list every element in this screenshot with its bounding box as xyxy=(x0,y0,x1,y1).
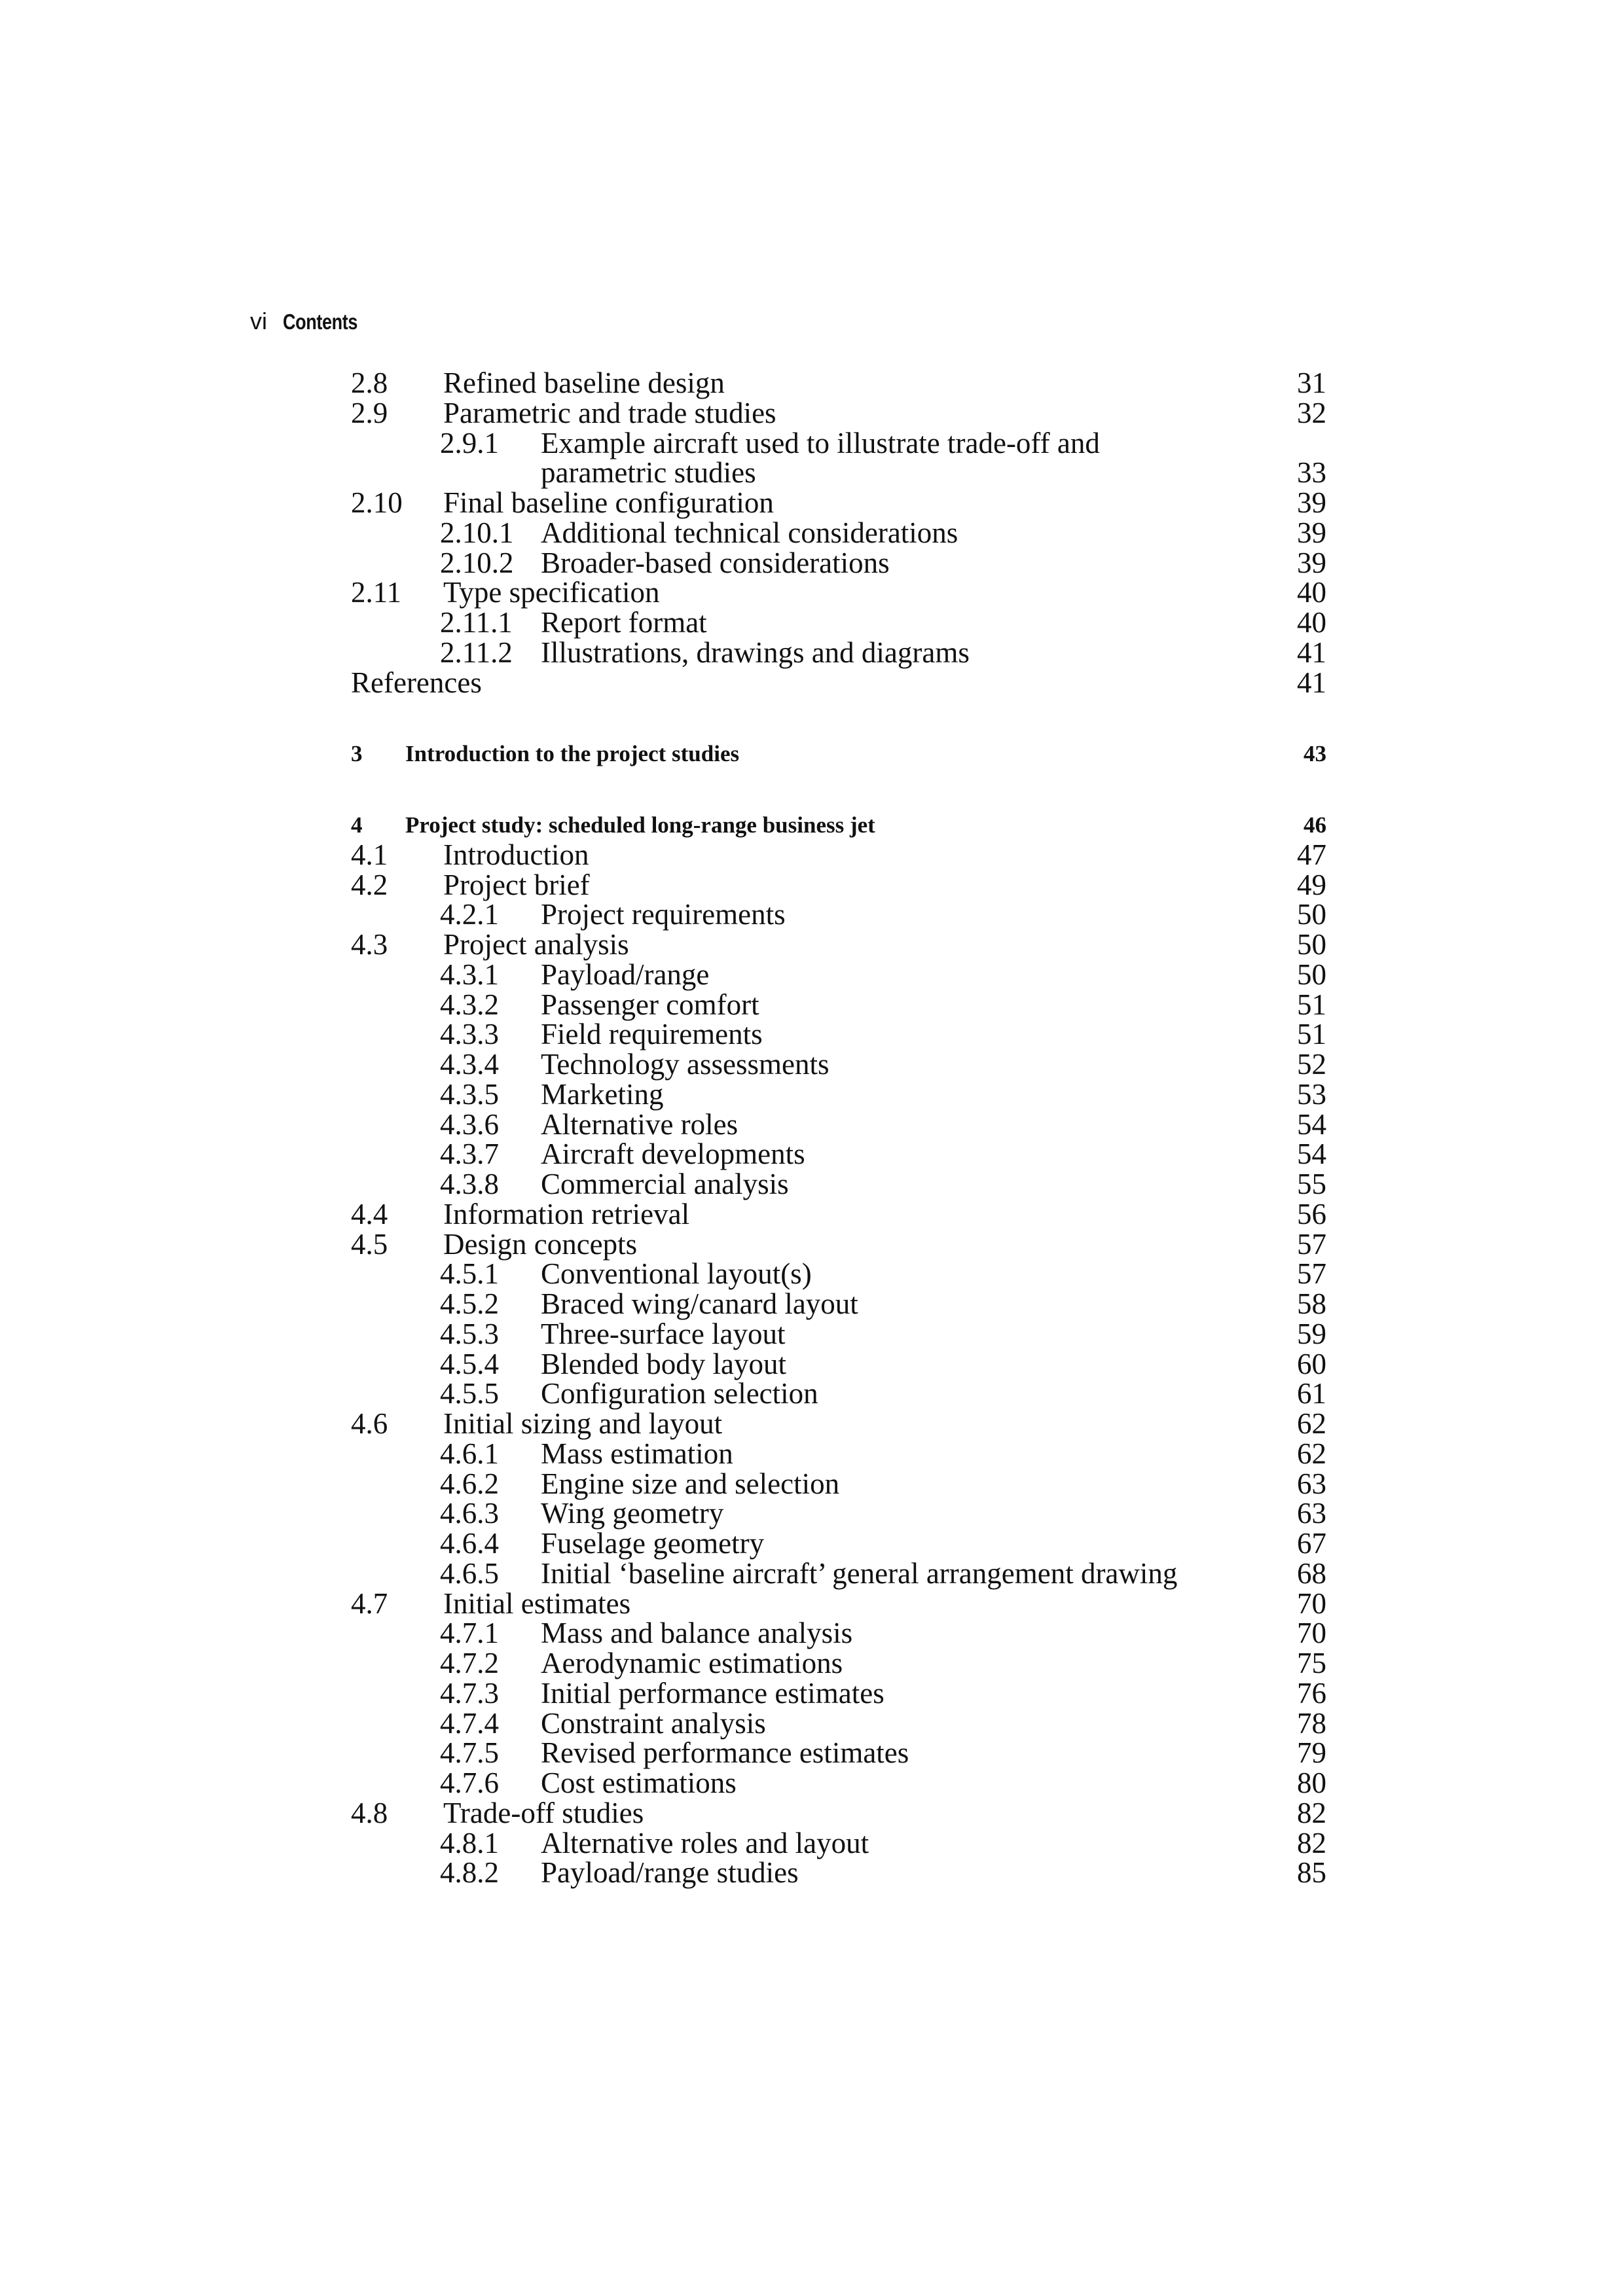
toc-entry-page: 67 xyxy=(1297,1527,1326,1560)
toc-entry[interactable] xyxy=(0,1227,1623,1261)
toc-entry[interactable] xyxy=(0,1858,1623,1888)
toc-entry-page: 41 xyxy=(1297,636,1326,669)
toc-entry-num: 2.11 xyxy=(351,576,402,609)
toc-entry[interactable] xyxy=(0,1379,1623,1409)
toc-entry-title: Parametric and trade studies xyxy=(443,396,776,429)
toc-entry[interactable] xyxy=(0,930,1623,960)
toc-entry[interactable] xyxy=(0,488,1623,518)
toc-entry[interactable] xyxy=(0,1469,1623,1499)
toc-entry-page: 58 xyxy=(1297,1287,1326,1320)
toc-entry-title: Technology assessments xyxy=(541,1048,830,1081)
toc-entry-num: 2.9.1 xyxy=(440,426,499,459)
toc-entry[interactable] xyxy=(0,900,1623,930)
toc-entry-page: 63 xyxy=(1297,1497,1326,1530)
toc-entry-title: Initial performance estimates xyxy=(541,1676,884,1710)
toc-entry-page: 40 xyxy=(1297,576,1326,609)
toc-entry[interactable] xyxy=(0,1589,1623,1619)
toc-entry-num: 2.11.2 xyxy=(440,636,513,669)
toc-entry[interactable] xyxy=(0,1409,1623,1439)
toc-entry-num: 4 xyxy=(351,812,363,838)
toc-entry-title: Mass and balance analysis xyxy=(541,1617,853,1650)
toc-entry-page: 54 xyxy=(1297,1138,1326,1171)
toc-entry-num: 4.6.1 xyxy=(440,1437,499,1470)
toc-entry-page: 56 xyxy=(1297,1197,1326,1230)
toc-entry-title: Braced wing/canard layout xyxy=(541,1287,858,1320)
toc-entry-num: 4.6 xyxy=(351,1407,388,1440)
toc-entry-page: 61 xyxy=(1297,1377,1326,1410)
toc-entry-page: 70 xyxy=(1297,1587,1326,1620)
toc-entry-num: 4.2.1 xyxy=(440,898,499,931)
toc-entry-title: Type specification xyxy=(443,576,660,609)
toc-entry-title: Aircraft developments xyxy=(541,1138,805,1171)
toc-entry-num: 4.3.7 xyxy=(440,1138,499,1171)
toc-entry-num: 4.6.3 xyxy=(440,1497,499,1530)
toc-entry-title: Constraint analysis xyxy=(541,1706,766,1740)
toc-entry[interactable] xyxy=(0,1556,1623,1590)
toc-entry-num: 2.8 xyxy=(351,367,388,399)
toc-entry-title: Alternative roles xyxy=(541,1107,739,1141)
toc-entry[interactable] xyxy=(0,1529,1623,1559)
running-head-title: Contents xyxy=(283,310,357,334)
toc-entry-page: 78 xyxy=(1297,1706,1326,1740)
toc-entry-num: 4.6.5 xyxy=(440,1556,499,1590)
toc-entry[interactable] xyxy=(0,1347,1623,1380)
toc-entry[interactable] xyxy=(0,518,1623,548)
toc-entry-page: 57 xyxy=(1297,1257,1326,1291)
toc-entry-num: 4.8.1 xyxy=(440,1826,499,1859)
toc-entry-title: References xyxy=(351,666,482,699)
toc-entry-num: 4.1 xyxy=(351,838,388,871)
toc-entry[interactable] xyxy=(0,1197,1623,1230)
toc-entry[interactable] xyxy=(0,1649,1623,1679)
toc-entry-title: Illustrations, drawings and diagrams xyxy=(541,636,970,669)
toc-entry-page: 51 xyxy=(1297,988,1326,1021)
toc-entry[interactable] xyxy=(0,1077,1623,1111)
toc-entry-title: Passenger comfort xyxy=(541,988,759,1021)
toc-entry-num: 4.3.1 xyxy=(440,958,499,991)
toc-entry-num: 4.7.3 xyxy=(440,1676,499,1710)
toc-entry-title: Report format xyxy=(541,606,707,639)
toc-entry[interactable] xyxy=(0,840,1623,870)
toc-entry-title: Mass estimation xyxy=(541,1437,733,1470)
toc-entry-title: Introduction xyxy=(443,838,589,871)
toc-entry-title: Engine size and selection xyxy=(541,1467,840,1500)
toc-chapter-entry[interactable] xyxy=(0,739,1623,769)
toc-entry-num: 4.7.2 xyxy=(440,1647,499,1679)
toc-entry-title: Three-surface layout xyxy=(541,1317,786,1350)
toc-entry-title: Introduction to the project studies xyxy=(405,741,740,767)
toc-entry[interactable] xyxy=(0,870,1623,901)
toc-entry-title: Alternative roles and layout xyxy=(541,1826,869,1859)
toc-entry-num: 4.8.2 xyxy=(440,1856,499,1890)
toc-entry-num: 2.10 xyxy=(351,486,403,519)
toc-entry-num: 4.3.4 xyxy=(440,1048,499,1081)
toc-entry-title: Additional technical considerations xyxy=(541,516,958,549)
toc-entry[interactable] xyxy=(0,1439,1623,1469)
toc-entry-page: 39 xyxy=(1297,486,1326,519)
toc-entry-title: Configuration selection xyxy=(541,1377,818,1410)
toc-entry-page: 43 xyxy=(1304,741,1326,767)
toc-entry-page: 53 xyxy=(1297,1077,1326,1111)
toc-entry-page: 46 xyxy=(1304,812,1326,838)
toc-entry-num: 3 xyxy=(351,741,363,767)
toc-entry[interactable] xyxy=(0,396,1623,429)
toc-entry-page: 60 xyxy=(1297,1347,1326,1380)
toc-entry-num: 2.10.1 xyxy=(440,516,514,549)
toc-entry[interactable] xyxy=(0,426,1623,459)
toc-entry[interactable] xyxy=(0,1170,1623,1200)
toc-entry[interactable] xyxy=(0,1619,1623,1649)
toc-entry[interactable] xyxy=(0,1826,1623,1859)
toc-entry-page: 49 xyxy=(1297,868,1326,901)
toc-entry[interactable] xyxy=(0,578,1623,608)
toc-entry-title: Final baseline configuration xyxy=(443,486,774,519)
toc-entry-num: 4.7.1 xyxy=(440,1617,499,1650)
toc-entry-title: Marketing xyxy=(541,1077,664,1111)
toc-entry-num: 4.3.5 xyxy=(440,1077,499,1111)
toc-entry-title: Refined baseline design xyxy=(443,367,725,399)
toc-entry[interactable] xyxy=(0,548,1623,579)
toc-entry-title: Design concepts xyxy=(443,1227,638,1261)
toc-entry-title: Aerodynamic estimations xyxy=(541,1647,843,1679)
toc-entry-page: 32 xyxy=(1297,396,1326,429)
toc-entry-page: 40 xyxy=(1297,606,1326,639)
toc-entry-page: 57 xyxy=(1297,1227,1326,1261)
toc-entry-page: 68 xyxy=(1297,1556,1326,1590)
toc-entry-title: Payload/range xyxy=(541,958,710,991)
toc-entry-page: 76 xyxy=(1297,1676,1326,1710)
toc-entry-title: Commercial analysis xyxy=(541,1168,789,1200)
toc-entry-title: Trade-off studies xyxy=(443,1796,644,1829)
toc-entry[interactable] xyxy=(0,668,1623,698)
toc-entry-num: 4.3.3 xyxy=(440,1018,499,1051)
toc-entry-page: 31 xyxy=(1297,367,1326,399)
toc-entry[interactable] xyxy=(0,1107,1623,1141)
toc-entry-page: 79 xyxy=(1297,1736,1326,1770)
toc-entry-page: 62 xyxy=(1297,1407,1326,1440)
toc-entry-page: 47 xyxy=(1297,838,1326,871)
toc-entry-title: parametric studies xyxy=(541,456,756,490)
page-folio: vi xyxy=(250,308,267,334)
toc-entry-num: 4.3.2 xyxy=(440,988,499,1021)
toc-entry-page: 39 xyxy=(1297,516,1326,549)
toc-entry-title: Example aircraft used to illustrate trade-off and xyxy=(541,426,1100,459)
toc-entry-title: Information retrieval xyxy=(443,1197,690,1230)
toc-entry-num: 4.8 xyxy=(351,1796,388,1829)
toc-entry-page: 75 xyxy=(1297,1647,1326,1679)
toc-entry-page: 70 xyxy=(1297,1617,1326,1650)
toc-entry[interactable] xyxy=(0,1020,1623,1050)
toc-entry-num: 4.3.6 xyxy=(440,1107,499,1141)
toc-entry-page: 80 xyxy=(1297,1767,1326,1799)
toc-entry-num: 4.7.5 xyxy=(440,1736,499,1770)
toc-gap xyxy=(0,769,1623,810)
toc-entry-title: Blended body layout xyxy=(541,1347,786,1380)
running-head xyxy=(250,308,374,335)
toc-entry[interactable] xyxy=(0,960,1623,990)
toc-entry-page: 41 xyxy=(1297,666,1326,699)
toc-entry-page: 82 xyxy=(1297,1796,1326,1829)
toc-entry-title: Wing geometry xyxy=(541,1497,724,1530)
toc-entry-title: Initial ‘baseline aircraft’ general arrangement drawing xyxy=(541,1556,1178,1590)
toc-entry[interactable] xyxy=(0,458,1623,488)
toc-entry-num: 4.5.2 xyxy=(440,1287,499,1320)
toc-entry-title: Cost estimations xyxy=(541,1767,737,1799)
toc-entry-title: Initial estimates xyxy=(443,1587,631,1620)
toc-entry-num: 4.7.4 xyxy=(440,1706,499,1740)
toc-entry-page: 52 xyxy=(1297,1048,1326,1081)
toc-entry-num: 2.11.1 xyxy=(440,606,513,639)
toc-chapter-entry[interactable] xyxy=(0,810,1623,840)
toc-entry-page: 50 xyxy=(1297,928,1326,961)
toc-entry-title: Project brief xyxy=(443,868,590,901)
toc-entry-page: 63 xyxy=(1297,1467,1326,1500)
toc-entry[interactable] xyxy=(0,1139,1623,1170)
toc-entry-page: 62 xyxy=(1297,1437,1326,1470)
table-of-contents xyxy=(0,368,1623,1888)
toc-entry[interactable] xyxy=(0,1768,1623,1799)
toc-entry[interactable] xyxy=(0,1706,1623,1740)
toc-entry-num: 4.5.4 xyxy=(440,1347,499,1380)
toc-entry-num: 4.3.8 xyxy=(440,1168,499,1200)
toc-entry-num: 4.2 xyxy=(351,868,388,901)
toc-entry-page: 54 xyxy=(1297,1107,1326,1141)
toc-entry-page: 33 xyxy=(1297,456,1326,490)
toc-entry-page: 39 xyxy=(1297,546,1326,579)
toc-gap xyxy=(0,698,1623,739)
toc-entry[interactable] xyxy=(0,638,1623,668)
toc-entry[interactable] xyxy=(0,1676,1623,1710)
toc-entry-title: Project requirements xyxy=(541,898,786,931)
toc-entry[interactable] xyxy=(0,368,1623,399)
toc-entry-title: Field requirements xyxy=(541,1018,763,1051)
toc-entry-num: 4.5.5 xyxy=(440,1377,499,1410)
toc-entry-num: 4.6.4 xyxy=(440,1527,499,1560)
toc-entry[interactable] xyxy=(0,1796,1623,1829)
toc-entry-title: Broader-based considerations xyxy=(541,546,890,579)
toc-entry-num: 4.5.1 xyxy=(440,1257,499,1291)
toc-entry-page: 82 xyxy=(1297,1826,1326,1859)
toc-entry[interactable] xyxy=(0,608,1623,638)
toc-entry-num: 4.4 xyxy=(351,1197,388,1230)
toc-entry-title: Payload/range studies xyxy=(541,1856,799,1890)
toc-entry-title: Initial sizing and layout xyxy=(443,1407,723,1440)
toc-entry-num: 4.6.2 xyxy=(440,1467,499,1500)
toc-entry[interactable] xyxy=(0,990,1623,1020)
toc-entry-page: 85 xyxy=(1297,1856,1326,1890)
toc-entry[interactable] xyxy=(0,1499,1623,1529)
toc-entry-num: 4.7.6 xyxy=(440,1767,499,1799)
toc-entry[interactable] xyxy=(0,1050,1623,1080)
toc-entry-num: 4.5.3 xyxy=(440,1317,499,1350)
toc-entry-page: 55 xyxy=(1297,1168,1326,1200)
toc-entry-num: 2.9 xyxy=(351,396,388,429)
toc-entry-title: Conventional layout(s) xyxy=(541,1257,812,1291)
toc-entry-page: 50 xyxy=(1297,958,1326,991)
toc-entry-num: 4.3 xyxy=(351,928,388,961)
toc-entry-title: Revised performance estimates xyxy=(541,1736,909,1770)
toc-entry-page: 59 xyxy=(1297,1317,1326,1350)
toc-entry[interactable] xyxy=(0,1738,1623,1768)
toc-entry-page: 50 xyxy=(1297,898,1326,931)
toc-entry[interactable] xyxy=(0,1289,1623,1319)
toc-entry[interactable] xyxy=(0,1259,1623,1289)
toc-entry-num: 2.10.2 xyxy=(440,546,514,579)
toc-entry-page: 51 xyxy=(1297,1018,1326,1051)
toc-entry-title: Fuselage geometry xyxy=(541,1527,765,1560)
toc-entry-title: Project study: scheduled long-range business jet xyxy=(405,812,875,838)
toc-entry-title: Project analysis xyxy=(443,928,629,961)
toc-entry-num: 4.7 xyxy=(351,1587,388,1620)
toc-entry-num: 4.5 xyxy=(351,1227,388,1261)
toc-entry[interactable] xyxy=(0,1319,1623,1350)
